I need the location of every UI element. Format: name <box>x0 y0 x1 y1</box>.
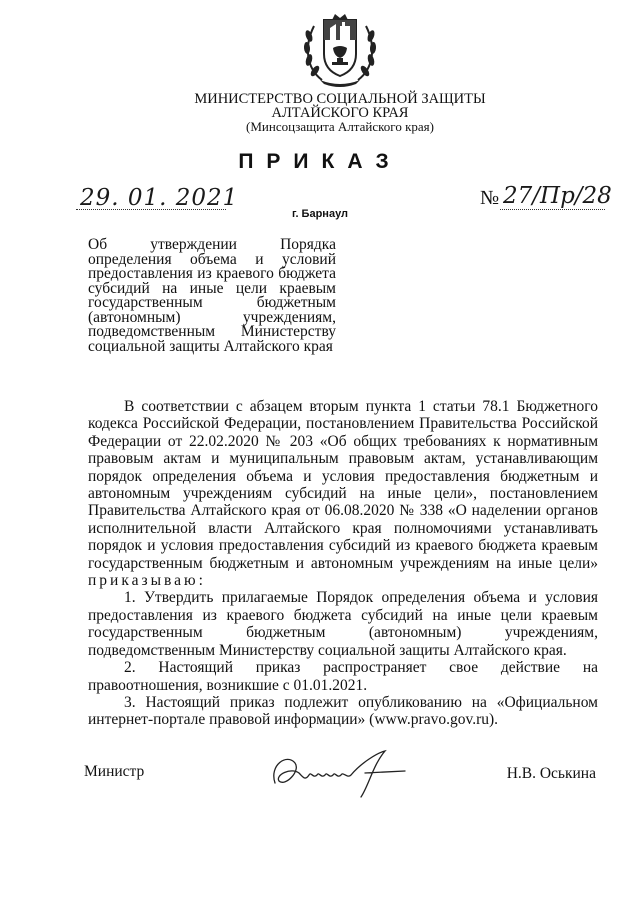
ministry-name-line1: МИНИСТЕРСТВО СОЦИАЛЬНОЙ ЗАЩИТЫ <box>194 91 486 107</box>
number-sign: № <box>480 187 500 209</box>
ministry-name-line2: АЛТАЙСКОГО КРАЯ <box>271 105 409 121</box>
ministry-short-name: (Минсоцзащита Алтайского края) <box>246 119 434 134</box>
ministry-header <box>160 92 520 134</box>
signature-block <box>0 745 640 805</box>
coat-of-arms-icon <box>300 10 380 88</box>
handwritten-signature <box>265 745 415 803</box>
signer-role: Министр <box>84 763 145 780</box>
preamble-paragraph <box>88 398 598 589</box>
preamble-text: В соответствии с абзацем вторым пункта 1 статьи 78.1 Бюджетного кодекса Российской Федерации, постановлением Правительства Российской Федерации от 22.02.2020 № 203 «Об общих требованиях к нормативным правовым актам и муниципальным правовым актам, устанавливающим порядок определения объема и условия предоставления бюджетным и автономным учреждениям субсидий на иные цели», постановлением Правительства Алтайского края от 06.08.2020 № 338 «О наделении органов исполнительной власти Алтайского края полномочиями устанавливать порядок и условия предоставления субсидий из краевого бюджета краевым государственным бюджетным и автономным учреждениям на иные цели» <box>88 398 598 572</box>
order-date: 29. 01. 2021 <box>80 185 239 211</box>
order-word: приказываю: <box>88 572 206 590</box>
order-subject: Об утверждении Порядка определения объема и условий предоставления из краевого бюджета субсидий на иные цели краевым государственным бюджетным (автономным) учреждениям, подведомственным Министерству социальной защиты Алтайского края <box>88 236 336 355</box>
order-number: 27/Пр/28 <box>503 183 612 209</box>
signer-name: Н.В. Оськина <box>506 765 596 782</box>
order-item: 2. Настоящий приказ распространяет свое действие на правоотношения, возникшие с 01.01.2021. <box>88 659 598 694</box>
order-item: 1. Утвердить прилагаемые Порядок определения объема и условия предоставления из краевого бюджета субсидий на иные цели краевым государственным бюджетным (автономным) учреждениям, подведомственным Министерству социальной защиты Алтайского края. <box>88 589 598 659</box>
city-label: г. Барнаул <box>291 208 349 220</box>
document-type-title: ПРИКАЗ <box>238 150 402 173</box>
order-body <box>88 398 598 729</box>
order-item: 3. Настоящий приказ подлежит опубликованию на «Официальном интернет-портале правовой информации» (www.pravo.gov.ru). <box>88 693 598 729</box>
